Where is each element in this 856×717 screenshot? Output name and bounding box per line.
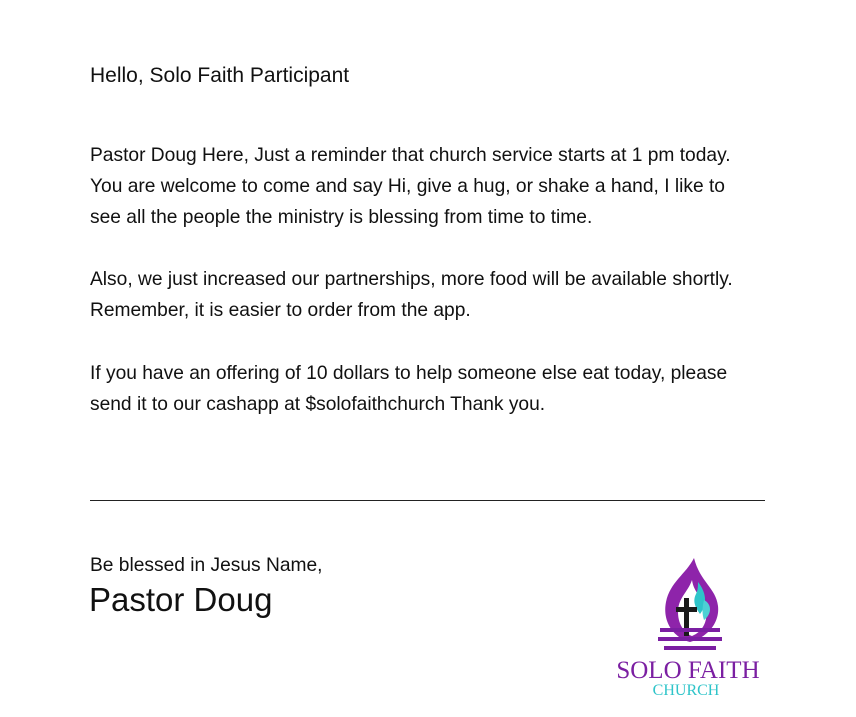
paragraph-line: If you have an offering of 10 dollars to help someone else eat today, please — [90, 363, 728, 384]
closing-line: Be blessed in Jesus Name, — [90, 555, 323, 576]
flame-cross-icon — [608, 552, 768, 702]
paragraph-line: Pastor Doug Here, Just a reminder that church service starts at 1 pm today. — [90, 145, 731, 166]
logo-name: SOLO FAITH — [616, 657, 760, 684]
paragraph-line: send it to our cashapp at $solofaithchurch Thank you. — [90, 394, 546, 415]
logo-subtitle: CHURCH — [652, 682, 720, 699]
church-logo — [608, 552, 768, 702]
paragraph-line: Also, we just increased our partnerships, more food will be available shortly. — [90, 269, 733, 290]
divider — [90, 500, 765, 501]
signature: Pastor Doug — [89, 581, 273, 618]
paragraph-line: Remember, it is easier to order from the app. — [90, 300, 471, 321]
greeting: Hello, Solo Faith Participant — [90, 64, 350, 87]
paragraph-line: see all the people the ministry is blessing from time to time. — [90, 207, 593, 228]
paragraph-offering — [90, 358, 790, 420]
paragraph-line: You are welcome to come and say Hi, give a hug, or shake a hand, I like to — [90, 176, 725, 197]
paragraph-partnerships — [90, 264, 790, 326]
paragraph-service-reminder — [90, 140, 790, 233]
